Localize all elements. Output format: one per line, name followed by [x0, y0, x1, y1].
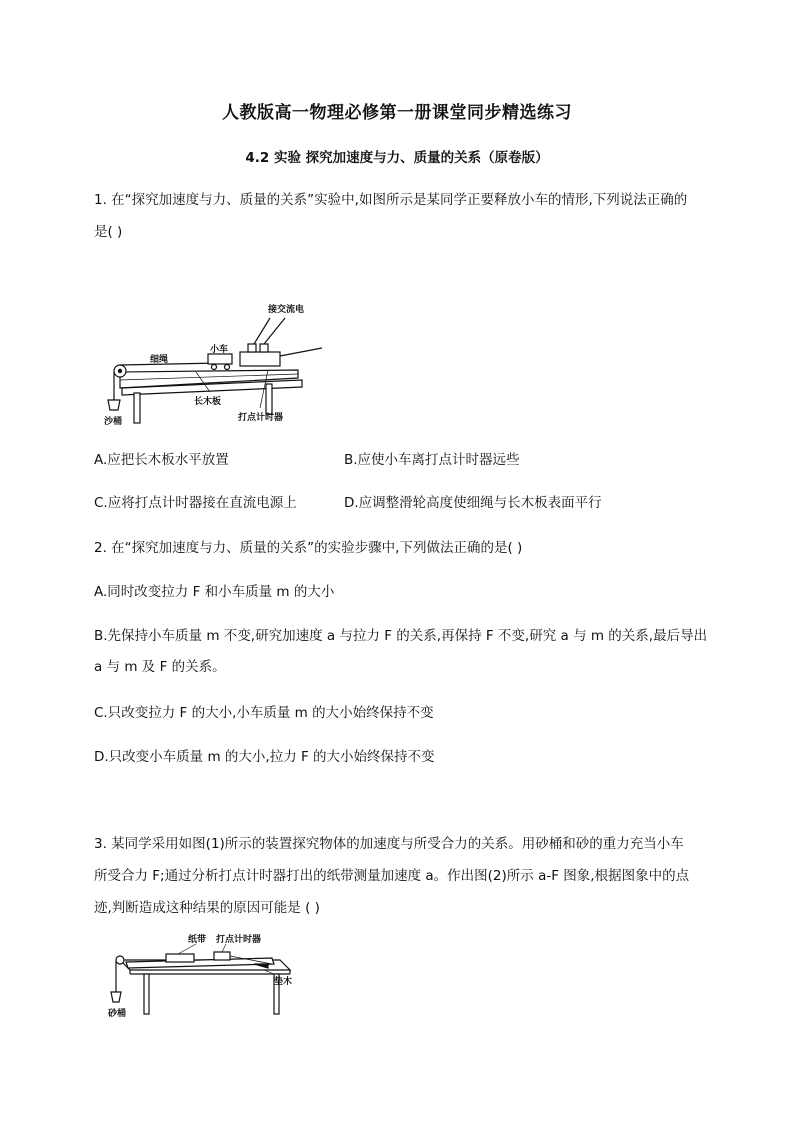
- bucket-icon: [108, 400, 120, 410]
- cart-icon: [208, 354, 232, 364]
- q2-option-b-line-1[interactable]: B.先保持小车质量 m 不变,研究加速度 a 与拉力 F 的关系,再保持 F 不变,研究 a 与 m 的关系,最后导出: [94, 628, 708, 644]
- table-leg-right: [266, 384, 272, 414]
- pulley-icon: [116, 956, 124, 964]
- q1-option-c[interactable]: C.应将打点计时器接在直流电源上: [94, 495, 297, 511]
- question-1-text-line-2: 是( ): [94, 224, 123, 240]
- bucket-icon: [111, 992, 121, 1002]
- question-3-text-line-1: 3. 某同学采用如图(1)所示的装置探究物体的加速度与所受合力的关系。用砂桶和砂的重力充当小车: [94, 836, 684, 852]
- label-ac-power: 接交流电: [268, 305, 305, 315]
- question-3-text-line-2: 所受合力 F;通过分析打点计时器打出的纸带测量加速度 a。作出图(2)所示 a-F 图象,根据图象中的点: [94, 868, 690, 884]
- label-cart: 小车: [210, 345, 229, 355]
- table-leg-left: [134, 393, 140, 423]
- q2-option-c[interactable]: C.只改变拉力 F 的大小,小车质量 m 的大小始终保持不变: [94, 705, 434, 721]
- page-subtitle: 4.2 实验 探究加速度与力、质量的关系（原卷版）: [245, 150, 549, 166]
- label-tape: 纸带: [188, 935, 207, 945]
- label-block: 垫木: [274, 977, 293, 987]
- string-line: [120, 363, 220, 365]
- table-leg-left: [144, 974, 149, 1014]
- q2-option-a[interactable]: A.同时改变拉力 F 和小车质量 m 的大小: [94, 584, 335, 600]
- q1-option-d[interactable]: D.应调整滑轮高度使细绳与长木板表面平行: [344, 495, 602, 511]
- q1-option-a[interactable]: A.应把长木板水平放置: [94, 452, 229, 468]
- label-bucket: 沙桶: [104, 417, 123, 427]
- cart-icon: [166, 954, 194, 962]
- label-string: 细绳: [150, 355, 169, 365]
- label-timer: 打点计时器: [238, 413, 284, 423]
- page-title: 人教版高一物理必修第一册课堂同步精选练习: [222, 103, 572, 123]
- q2-option-b-line-2[interactable]: a 与 m 及 F 的关系。: [94, 659, 226, 675]
- label-timer: 打点计时器: [216, 935, 262, 945]
- q2-option-d[interactable]: D.只改变小车质量 m 的大小,拉力 F 的大小始终保持不变: [94, 749, 435, 765]
- question-3-text-line-3: 迹,判断造成这种结果的原因可能是 ( ): [94, 900, 320, 916]
- q3-apparatus-figure: [104, 930, 294, 1026]
- label-bucket: 砂桶: [108, 1009, 127, 1019]
- label-board: 长木板: [194, 397, 222, 407]
- q1-apparatus-figure: [100, 300, 330, 432]
- q1-option-b[interactable]: B.应使小车离打点计时器远些: [344, 452, 520, 468]
- timer-icon: [240, 352, 280, 366]
- timer-icon: [214, 952, 230, 960]
- question-1-text-line-1: 1. 在“探究加速度与力、质量的关系”实验中,如图所示是某同学正要释放小车的情形,下列说法正确的: [94, 192, 688, 208]
- question-2-text: 2. 在“探究加速度与力、质量的关系”的实验步骤中,下列做法正确的是( ): [94, 540, 523, 556]
